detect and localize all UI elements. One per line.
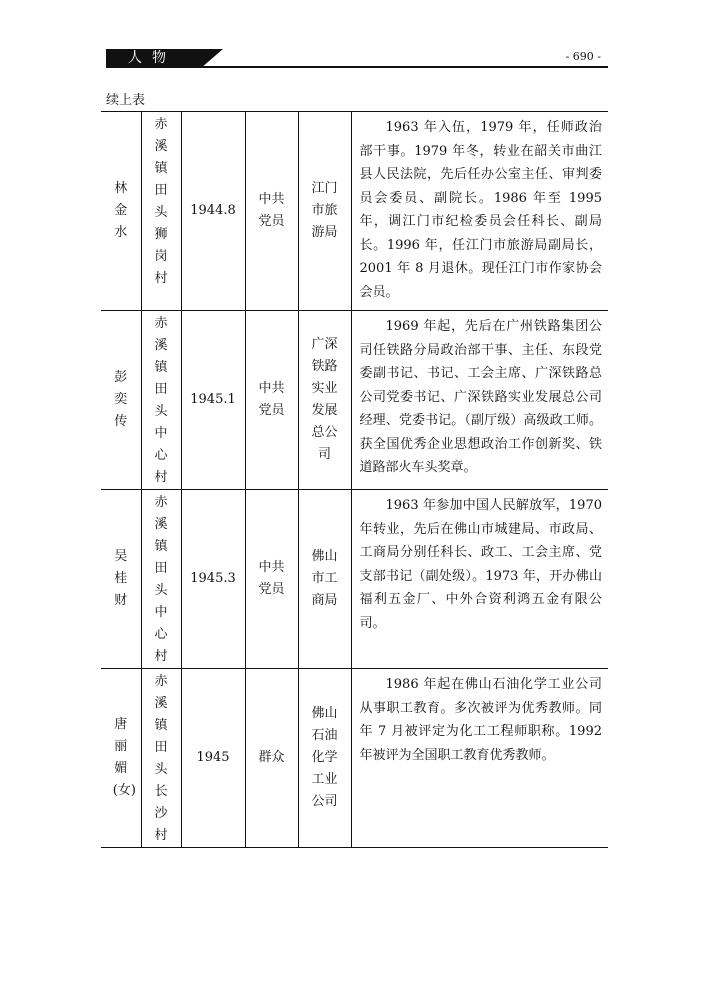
- section-title-tab: 人物: [106, 49, 201, 68]
- biography-table: [101, 111, 608, 848]
- table-row: [101, 112, 608, 311]
- birth-cell: 1945.1: [181, 311, 245, 490]
- party-cell: 中共党员: [245, 112, 298, 311]
- name-cell: 林金水: [101, 112, 141, 311]
- name-cell: 吴桂财: [101, 490, 141, 669]
- party-cell: 群众: [245, 669, 298, 848]
- birth-cell: 1945: [181, 669, 245, 848]
- workplace-cell: 佛山市工商局: [298, 490, 351, 669]
- resume-cell: 1963 年参加中国人民解放军，1970 年转业，先后在佛山市城建局、市政局、工商局分别任科长、政工、工会主席、党支部书记（副处级）。1973 年，开办佛山福利五金厂、中外合资利鸿五金有限公司。: [351, 490, 608, 669]
- header-rule: [106, 66, 608, 68]
- name-cell: 彭奕传: [101, 311, 141, 490]
- page-number: - 690 -: [565, 50, 601, 63]
- table-row: [101, 490, 608, 669]
- workplace-cell: 江门市旅游局: [298, 112, 351, 311]
- workplace-cell: 广深铁路实业发展总公司: [298, 311, 351, 490]
- party-cell: 中共党员: [245, 490, 298, 669]
- hometown-cell: 赤溪镇田头长沙村: [141, 669, 181, 848]
- resume-cell: 1963 年入伍，1979 年，任师政治部干事。1979 年冬，转业在韶关市曲江县人民法院，先后任办公室主任、审判委员会委员、副院长。1986 年至 1995 年，调江门市纪检委员会任科长、副局长。1996 年，任江门市旅游局副局长，2001 年 8 月退休。现任江门市作家协会会员。: [351, 112, 608, 311]
- name-cell: 唐丽媚(女): [101, 669, 141, 848]
- hometown-cell: 赤溪镇田头狮岗村: [141, 112, 181, 311]
- hometown-cell: 赤溪镇田头中心村: [141, 311, 181, 490]
- resume-cell: 1969 年起，先后在广州铁路集团公司任铁路分局政治部干事、主任、东段党委副书记、书记、工会主席、广深铁路总公司党委书记、广深铁路实业发展总公司经理、党委书记。（副厅级）高级政工师。获全国优秀企业思想政治工作创新奖、铁道路部火车头奖章。: [351, 311, 608, 490]
- continued-label: 续上表: [106, 93, 146, 108]
- table-row: [101, 311, 608, 490]
- hometown-cell: 赤溪镇田头中心村: [141, 490, 181, 669]
- birth-cell: 1944.8: [181, 112, 245, 311]
- birth-cell: 1945.3: [181, 490, 245, 669]
- party-cell: 中共党员: [245, 311, 298, 490]
- table-row: [101, 669, 608, 848]
- resume-cell: 1986 年起在佛山石油化学工业公司从事职工教育。多次被评为优秀教师。同年 7 月被评定为化工工程师职称。1992 年被评为全国职工教育优秀教师。: [351, 669, 608, 848]
- workplace-cell: 佛山石油化学工业公司: [298, 669, 351, 848]
